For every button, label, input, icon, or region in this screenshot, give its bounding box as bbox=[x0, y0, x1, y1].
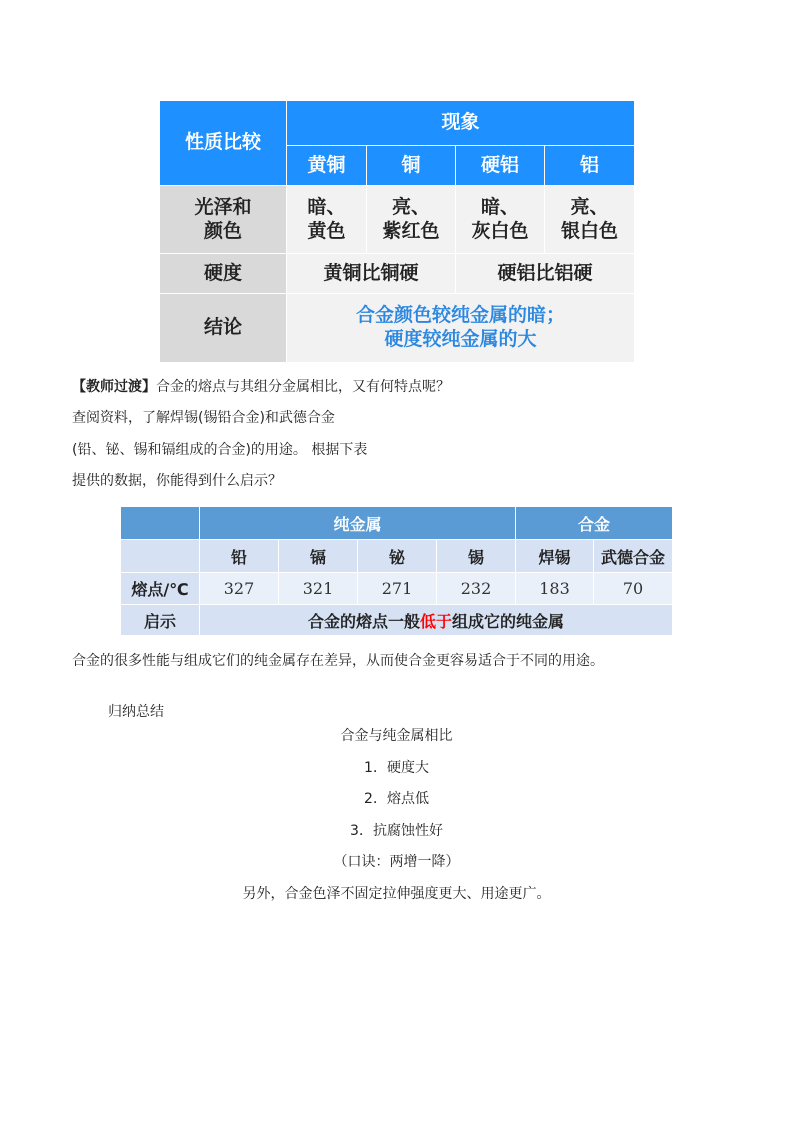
table1-col-header: 铝 bbox=[545, 146, 635, 186]
table2-insight bbox=[200, 605, 673, 636]
table1-row-label-luster bbox=[160, 186, 287, 254]
table1-cell bbox=[287, 186, 367, 254]
table1-row-label-hardness: 硬度 bbox=[160, 254, 287, 294]
table1-row-label-conclusion: 结论 bbox=[160, 294, 287, 363]
insight-text: 合金的熔点一般 bbox=[307, 611, 420, 631]
cell-line: 银白色 bbox=[561, 219, 619, 242]
table2-melting-point-value: 232 bbox=[437, 573, 516, 605]
paragraph-line: 提供的数据，你能得到什么启示？ bbox=[72, 473, 282, 489]
summary-item: 3．抗腐蚀性好 bbox=[350, 823, 443, 839]
table2-col-header: 铅 bbox=[200, 540, 279, 573]
properties-comparison-table bbox=[159, 100, 635, 363]
table2-insight-label: 启示 bbox=[121, 605, 200, 636]
summary-mnemonic: （口诀：两增一降） bbox=[333, 854, 460, 870]
table1-phenomenon-header: 现象 bbox=[287, 101, 635, 146]
table2-col-header: 武德合金 bbox=[594, 540, 673, 573]
table2-col-header: 焊锡 bbox=[516, 540, 594, 573]
teacher-transition-text: 合金的熔点与其组分金属相比，又有何特点呢？ bbox=[156, 379, 450, 395]
insight-highlight: 低于 bbox=[420, 611, 453, 631]
conclusion-line: 硬度较纯金属的大 bbox=[384, 328, 537, 350]
table2-corner bbox=[121, 507, 200, 540]
table2-col-header: 铋 bbox=[358, 540, 437, 573]
table2-melting-point-value: 271 bbox=[358, 573, 437, 605]
cell-line: 亮、 bbox=[570, 195, 609, 218]
melting-point-table bbox=[120, 506, 673, 636]
table2-melting-point-value: 70 bbox=[594, 573, 673, 605]
cell-line: 亮、 bbox=[391, 195, 430, 218]
label-line: 颜色 bbox=[203, 219, 242, 242]
cell-line: 暗、 bbox=[307, 195, 346, 218]
teacher-transition-paragraph bbox=[72, 377, 450, 397]
cell-line: 暗、 bbox=[480, 195, 519, 218]
table2-col-header: 镉 bbox=[279, 540, 358, 573]
table1-hardness-compare: 硬铝比铝硬 bbox=[456, 254, 635, 294]
cell-line: 紫红色 bbox=[382, 219, 440, 242]
teacher-transition-tag: 【教师过渡】 bbox=[72, 379, 156, 395]
cell-line: 灰白色 bbox=[471, 219, 529, 242]
conclusion-line: 合金颜色较纯金属的暗； bbox=[356, 304, 566, 327]
summary-title: 归纳总结 bbox=[108, 704, 164, 720]
table2-col-header: 锡 bbox=[437, 540, 516, 573]
table1-cell bbox=[545, 186, 635, 254]
table1-cell bbox=[367, 186, 456, 254]
table2-melting-point-label: 熔点/℃ bbox=[121, 573, 200, 605]
summary-item: 2．熔点低 bbox=[364, 791, 429, 807]
table2-melting-point-value: 183 bbox=[516, 573, 594, 605]
summary-extra: 另外，合金色泽不固定拉伸强度更大、用途更广。 bbox=[242, 886, 551, 902]
cell-line: 黄色 bbox=[307, 219, 346, 242]
table1-col-header: 硬铝 bbox=[456, 146, 545, 186]
paragraph-line: 查阅资料，了解焊锡(锡铅合金)和武德合金 bbox=[72, 410, 335, 426]
table1-cell bbox=[456, 186, 545, 254]
label-line: 光泽和 bbox=[194, 195, 252, 218]
table1-hardness-compare: 黄铜比铜硬 bbox=[287, 254, 456, 294]
summary-item: 1．硬度大 bbox=[364, 760, 429, 776]
table2-melting-point-value: 327 bbox=[200, 573, 279, 605]
table1-corner: 性质比较 bbox=[160, 101, 287, 186]
paragraph-line: (铅、铋、锡和镉组成的合金)的用途。 根据下表 bbox=[72, 442, 368, 458]
table1-conclusion bbox=[287, 294, 635, 363]
insight-text: 组成它的纯金属 bbox=[452, 611, 565, 631]
table1-col-header: 铜 bbox=[367, 146, 456, 186]
table2-blank bbox=[121, 540, 200, 573]
table1-col-header: 黄铜 bbox=[287, 146, 367, 186]
summary-heading: 合金与纯金属相比 bbox=[340, 728, 453, 744]
table2-group-alloy: 合金 bbox=[516, 507, 673, 540]
alloy-property-paragraph: 合金的很多性能与组成它们的纯金属存在差异，从而使合金更容易适合于不同的用途。 bbox=[72, 653, 604, 669]
table2-melting-point-value: 321 bbox=[279, 573, 358, 605]
table2-group-pure-metal: 纯金属 bbox=[200, 507, 516, 540]
